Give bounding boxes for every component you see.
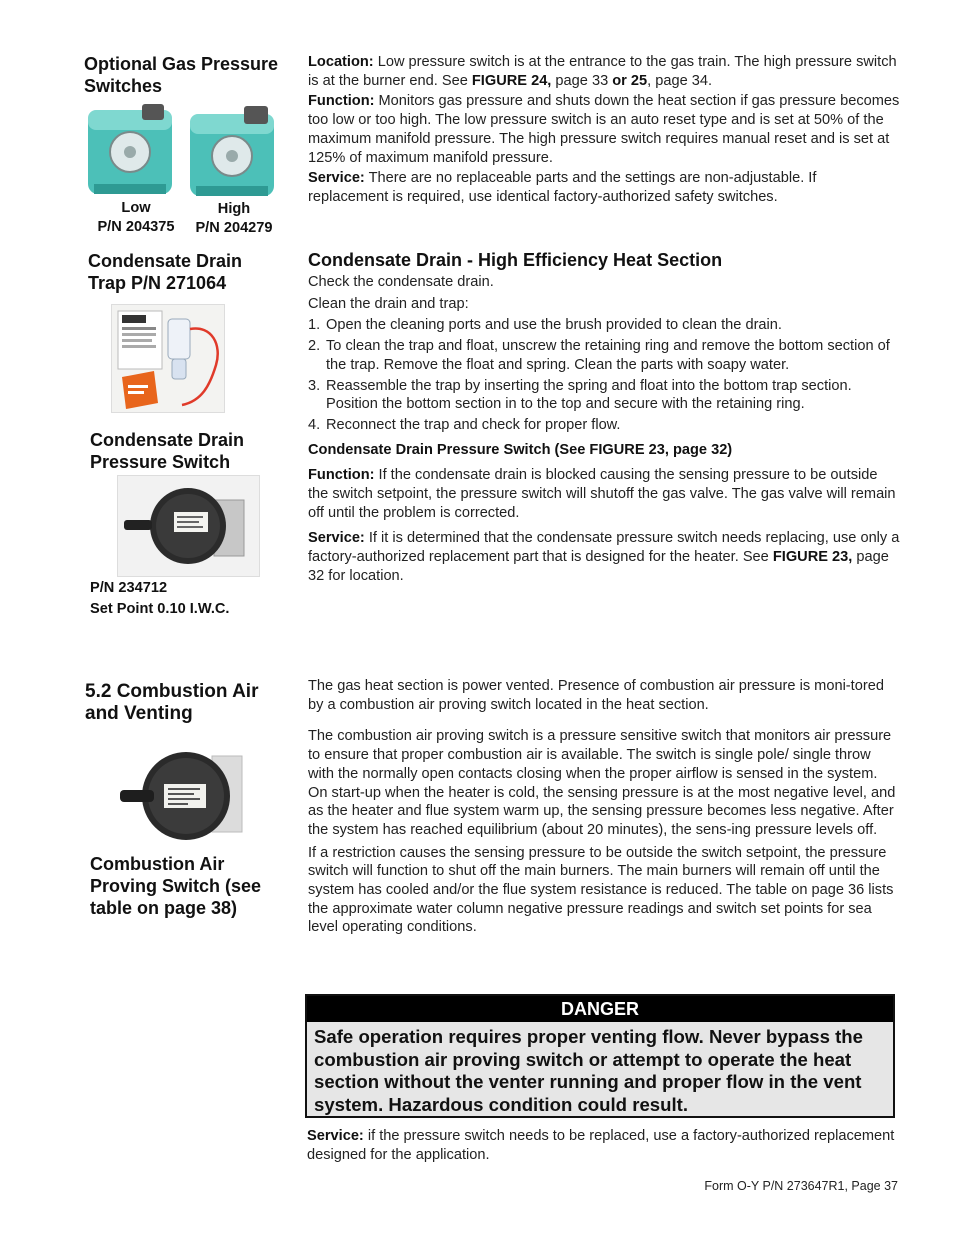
- low-part-number: P/N 204375: [97, 219, 175, 235]
- gas-location-paragraph: [308, 53, 900, 90]
- gas-function-paragraph: [308, 92, 900, 167]
- high-label: High: [217, 201, 251, 217]
- location-end: , page 34.: [647, 72, 713, 89]
- condensate-clean: Clean the drain and trap:: [308, 295, 469, 312]
- step-item: [308, 316, 900, 335]
- figure-24-reference: FIGURE 24,: [471, 72, 552, 89]
- combustion-paragraph-1: The gas heat section is power vented. Presence of combustion air pressure is moni-tored by a combustion air proving switch located in the heat section.: [308, 678, 884, 713]
- figure-25-reference: or 25: [612, 72, 648, 89]
- service-label: Service:: [308, 530, 365, 547]
- figure-23-reference: FIGURE 23,: [772, 549, 853, 566]
- danger-box: [305, 994, 895, 1118]
- condensate-section-heading: Condensate Drain - High Efficiency Heat Section: [308, 250, 723, 270]
- function-text: Monitors gas pressure and shuts down the heat section if gas pressure becomes too low or too high. The low pressure switch is an auto reset type and is set at 50% of the maximum manifold pressure. The high pressure switch requires manual reset and is set at 125% of maximum manifold pressure.: [308, 93, 900, 166]
- step-text: Open the cleaning ports and use the brush provided to clean the drain.: [326, 317, 782, 334]
- step-number: 3.: [308, 377, 321, 394]
- step-number: 4.: [308, 416, 321, 433]
- service-end: page 32 for location.: [308, 549, 889, 584]
- condensate-switch-caption: [90, 578, 290, 620]
- condensate-trap-heading: Condensate Drain Trap P/N 271064: [88, 251, 243, 293]
- gas-switches-text: [308, 53, 900, 209]
- combustion-heading: 5.2 Combustion Air and Venting: [85, 681, 259, 724]
- combustion-switch-photo: [112, 746, 252, 846]
- step-text: Reconnect the trap and check for proper flow.: [326, 416, 621, 433]
- combustion-text: [308, 677, 900, 939]
- step-text: To clean the trap and float, unscrew the retaining ring and remove the bottom section of the trap. Remove the float and spring. Clean the parts with soapy water.: [326, 338, 890, 373]
- condensate-switch-heading: Condensate Drain Pressure Switch: [90, 430, 245, 472]
- condensate-trap-photo: [111, 304, 225, 413]
- combustion-paragraph-4: If a restriction causes the sensing pressure to be outside the switch setpoint, the pressure switch will function to shut off the main burners. The main burners will remain off until the system has cooled and/or the flue system resistance is reduced. The table on page 36 lists the approximate water column negative pressure readings and switch set points for sea level operating conditions.: [308, 844, 894, 936]
- danger-text: Safe operation requires proper venting flow. Never bypass the combustion air proving switch or attempt to operate the heat section without the venter running and proper flow in the vent system. Hazardous condition could result.: [314, 1026, 863, 1115]
- step-text: Reassemble the trap by inserting the spring and float into the bottom trap section. Position the bottom section in to the top and secure with the retaining ring.: [326, 377, 852, 413]
- step-number: 1.: [308, 317, 321, 334]
- condensate-text: [308, 273, 900, 588]
- location-text: Low pressure switch is at the entrance to the gas train. The high pressure switch is at the burner end. See: [308, 54, 897, 89]
- step-item: [308, 377, 900, 414]
- condensate-pressure-switch-photo: [117, 475, 260, 577]
- cleaning-steps-list: [308, 316, 900, 434]
- combustion-switch-caption: Combustion Air Proving Switch (see table on page 38): [90, 854, 262, 918]
- low-switch-caption: [94, 199, 178, 237]
- condensate-switch-part-number: P/N 234712: [90, 580, 168, 596]
- high-pressure-switch-image: [190, 106, 274, 196]
- danger-title: DANGER: [307, 996, 893, 1022]
- final-service-paragraph: [307, 1127, 899, 1164]
- high-part-number: P/N 204279: [195, 220, 273, 236]
- condensate-switch-setpoint: Set Point 0.10 I.W.C.: [90, 601, 230, 617]
- service-text: if the pressure switch needs to be replaced, use a factory-authorized replacement designed for the application.: [307, 1128, 895, 1163]
- service-label: Service:: [307, 1128, 364, 1144]
- step-item: [308, 416, 900, 435]
- low-label: Low: [121, 200, 151, 216]
- condensate-check: Check the condensate drain.: [308, 274, 494, 290]
- gas-pressure-switches-photo: [84, 100, 280, 200]
- function-text: If the condensate drain is blocked causing the sensing pressure to be outside the switch setpoint, the pressure switch will shutoff the gas valve. The gas valve will remain off until the problem is corrected.: [308, 467, 896, 521]
- step-number: 2.: [308, 338, 321, 355]
- high-switch-caption: [191, 200, 277, 238]
- location-label: Location:: [308, 54, 374, 70]
- service-text: There are no replaceable parts and the settings are non-adjustable. If replacement is required, use identical factory-authorized safety switches.: [308, 170, 817, 205]
- step-item: [308, 337, 900, 374]
- combustion-paragraph-3: On start-up when the heater is cold, the sensing pressure is at the most negative level, and as the heater and flue system warm up, the sensing pressure becomes less negative. After the system has reached equilibrium (about 20 minutes), the sens-ing pressure levels off.: [308, 784, 896, 838]
- service-label: Service:: [308, 170, 365, 187]
- page-footer: Form O-Y P/N 273647R1, Page 37: [704, 1179, 898, 1193]
- condensate-service-paragraph: [308, 529, 900, 585]
- low-pressure-switch-image: [88, 104, 172, 194]
- location-mid: page 33: [551, 72, 613, 89]
- gas-service-paragraph: [308, 169, 900, 206]
- function-label: Function:: [308, 467, 375, 484]
- service-text: If it is determined that the condensate pressure switch needs replacing, use only a factory-authorized replacement part that is designed for the heater. See: [308, 530, 900, 566]
- condensate-pressure-switch-heading: Condensate Drain Pressure Switch (See FIGURE 23, page 32): [308, 441, 733, 458]
- combustion-paragraph-2: The combustion air proving switch is a pressure sensitive switch that monitors air pressure to ensure that proper combustion air is available. The switch is single pole/ single throw with the normally open contacts closing when the proper airflow is sensed in the system.: [308, 728, 892, 782]
- condensate-function-paragraph: [308, 466, 900, 522]
- gas-switches-heading: Optional Gas Pressure Switches: [84, 54, 279, 96]
- function-label: Function:: [308, 93, 375, 110]
